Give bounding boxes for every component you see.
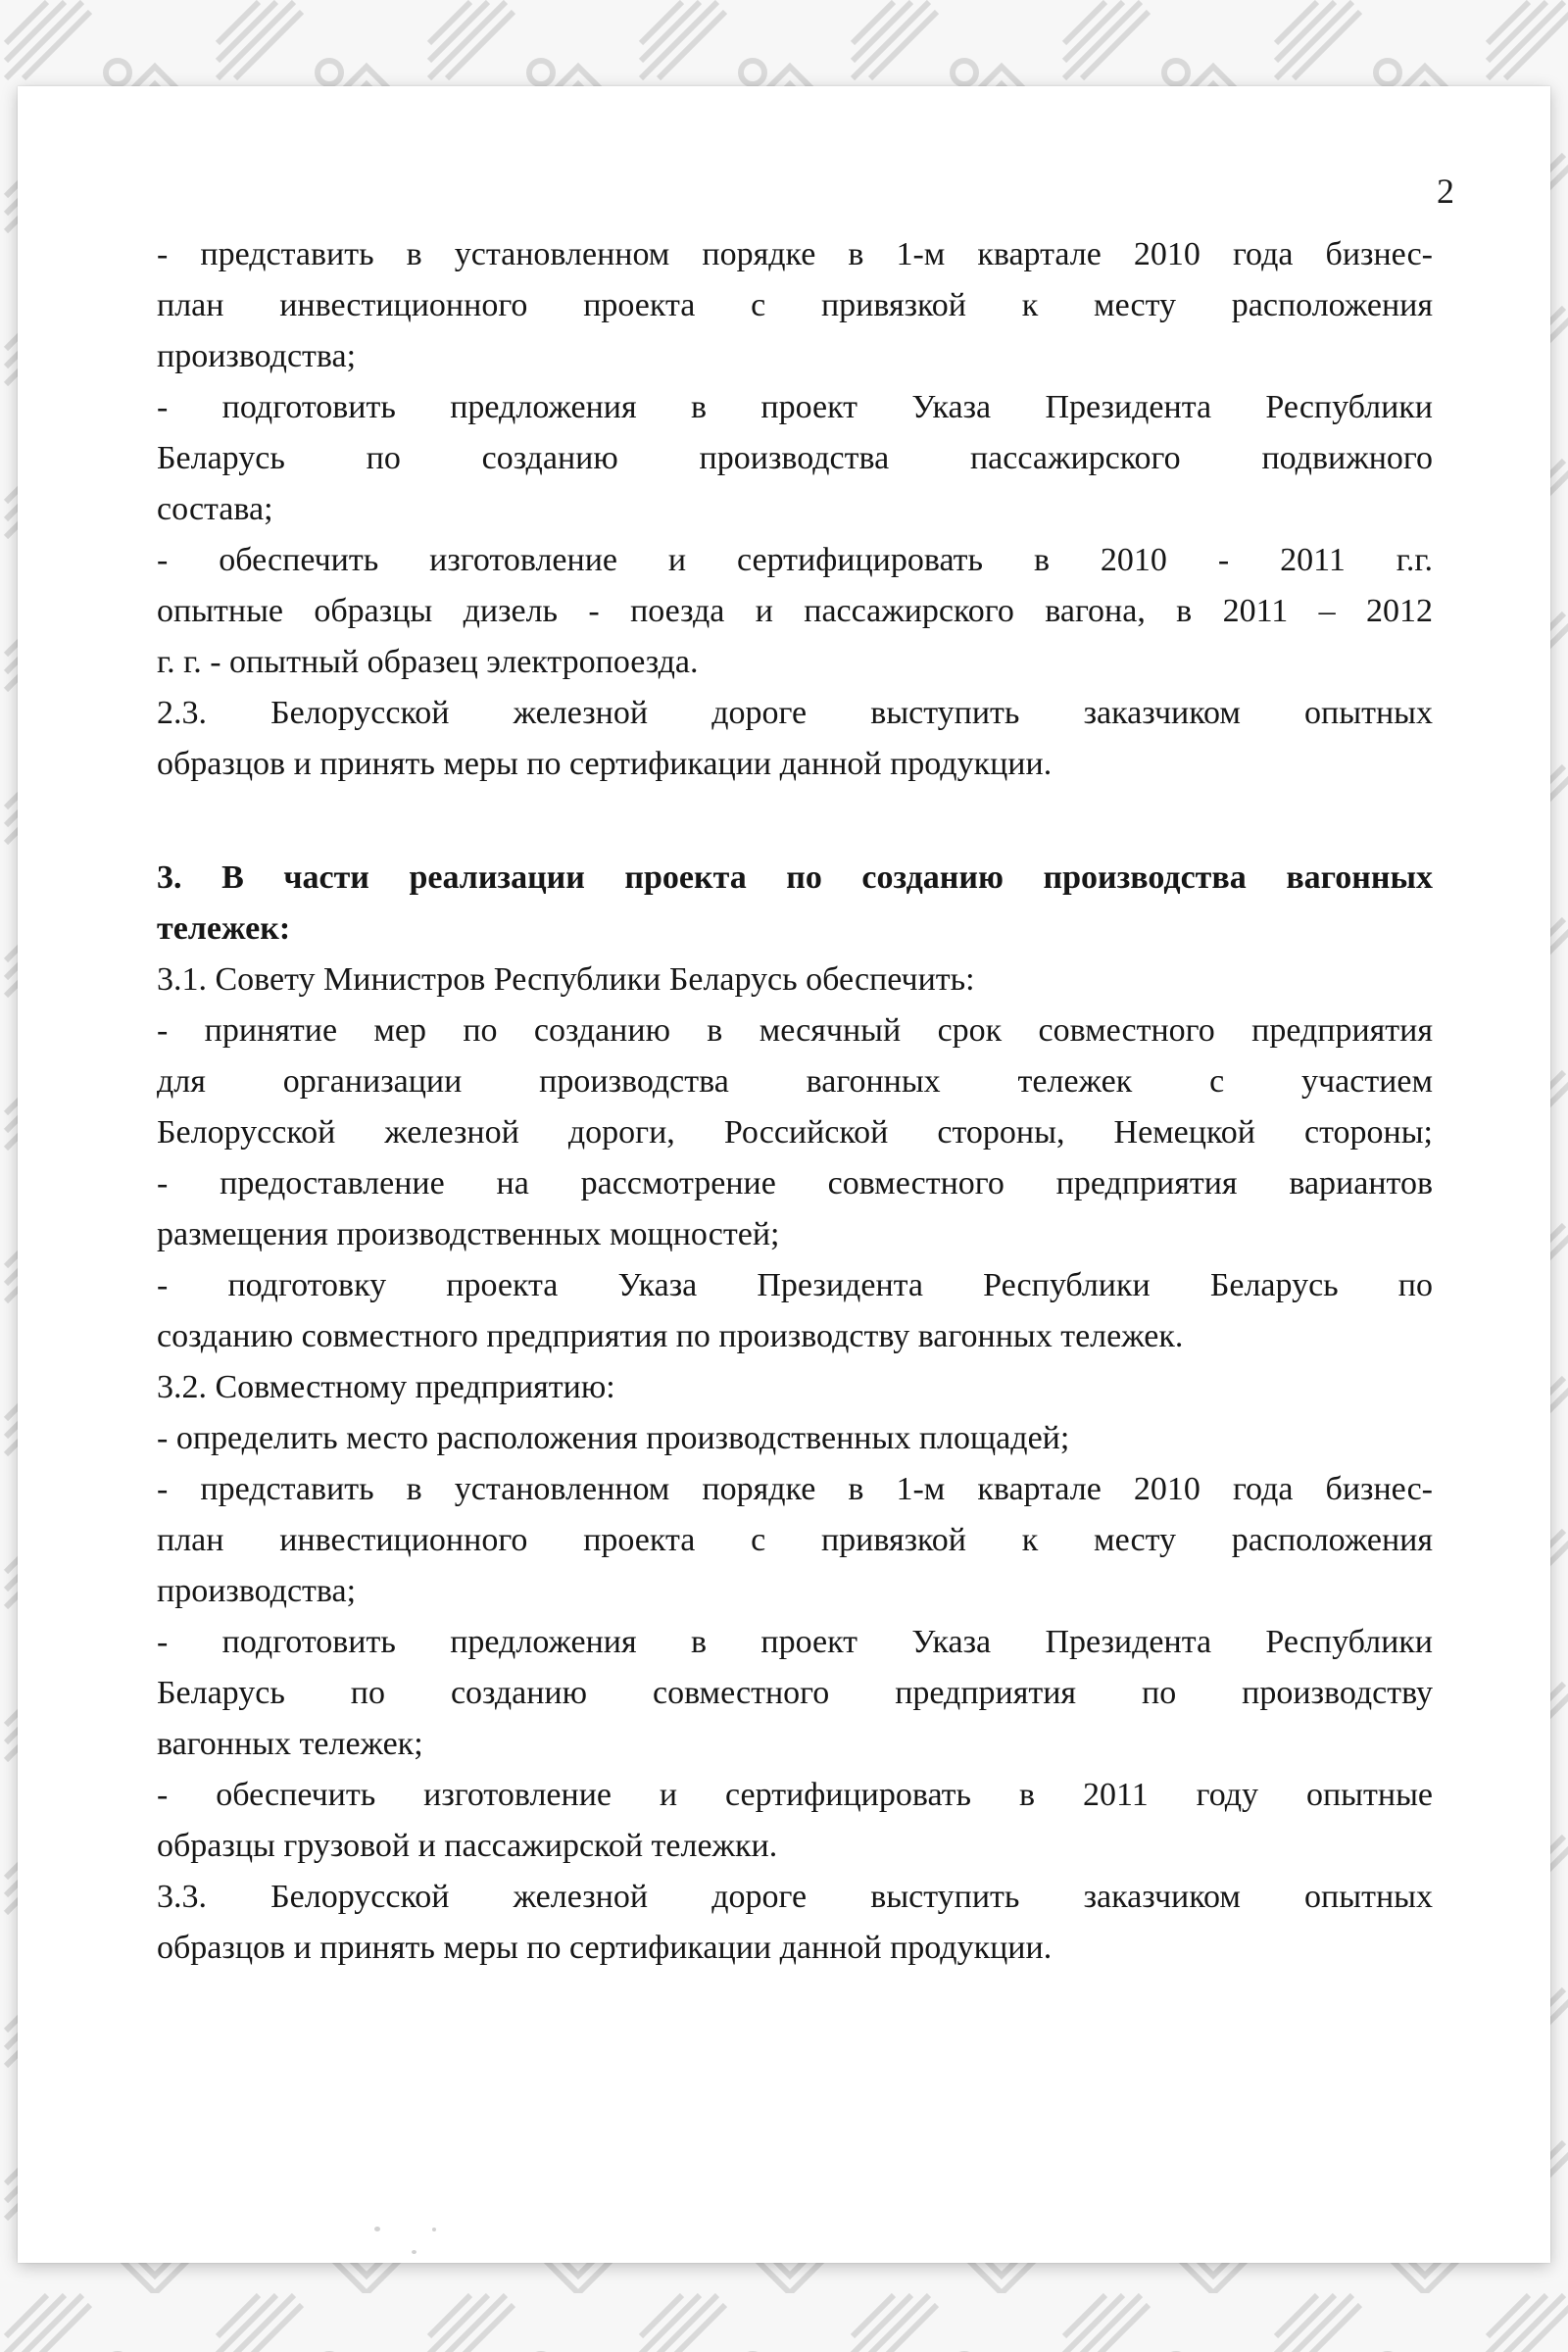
text-line: опытные образцы дизель - поезда и пассажирского вагона, в 2011 – 2012	[157, 593, 1433, 629]
text-line: 3. В части реализации проекта по созданию производства вагонных	[157, 859, 1433, 896]
text-line: производства;	[157, 338, 357, 374]
text-line: - подготовить предложения в проект Указа Президента Республики	[157, 1624, 1433, 1660]
text-line: - подготовку проекта Указа Президента Республики Беларусь по	[157, 1267, 1433, 1303]
text-line: - принятие мер по созданию в месячный срок совместного предприятия	[157, 1012, 1433, 1049]
text-line: Беларусь по созданию производства пассажирского подвижного	[157, 440, 1433, 476]
text-line: Белорусской железной дороги, Российской стороны, Немецкой стороны;	[157, 1114, 1433, 1151]
text-line: - представить в установленном порядке в 1-м квартале 2010 года бизнес-	[157, 1471, 1433, 1507]
text-line: 3.3. Белорусской железной дороге выступить заказчиком опытных	[157, 1879, 1433, 1915]
text-line: г. г. - опытный образец электропоезда.	[157, 644, 699, 680]
text-line: образцов и принять меры по сертификации данной продукции.	[157, 746, 1053, 782]
text-line: - представить в установленном порядке в 1-м квартале 2010 года бизнес-	[157, 236, 1433, 272]
text-line: - обеспечить изготовление и сертифицировать в 2010 - 2011 г.г.	[157, 542, 1433, 578]
text-line: Беларусь по созданию совместного предприятия по производству	[157, 1675, 1433, 1711]
text-line: 3.2. Совместному предприятию:	[157, 1369, 615, 1405]
text-line: - определить место расположения производственных площадей;	[157, 1420, 1070, 1456]
text-line: созданию совместного предприятия по производству вагонных тележек.	[157, 1318, 1184, 1354]
text-line: - подготовить предложения в проект Указа Президента Республики	[157, 389, 1433, 425]
text-line: размещения производственных мощностей;	[157, 1216, 780, 1252]
text-line: 2.3. Белорусской железной дороге выступить заказчиком опытных	[157, 695, 1433, 731]
text-line: тележек:	[157, 910, 291, 947]
text-line: образцы грузовой и пассажирской тележки.	[157, 1828, 778, 1864]
text-line: план инвестиционного проекта с привязкой к месту расположения	[157, 1522, 1433, 1558]
scan-speck	[432, 2228, 436, 2231]
text-line: - обеспечить изготовление и сертифицировать в 2011 году опытные	[157, 1777, 1433, 1813]
document-page	[18, 86, 1550, 2263]
text-line: производства;	[157, 1573, 357, 1609]
page-number: 2	[1437, 172, 1454, 211]
document-text	[157, 229, 1433, 1974]
scan-speck	[374, 2227, 380, 2231]
text-line: вагонных тележек;	[157, 1726, 423, 1762]
text-line: образцов и принять меры по сертификации данной продукции.	[157, 1930, 1053, 1966]
text-line: состава;	[157, 491, 273, 527]
text-line: - предоставление на рассмотрение совместного предприятия вариантов	[157, 1165, 1433, 1201]
text-line: для организации производства вагонных тележек с участием	[157, 1063, 1433, 1100]
text-line: план инвестиционного проекта с привязкой к месту расположения	[157, 287, 1433, 323]
scan-speck	[412, 2250, 416, 2254]
paragraph-spacer	[157, 790, 1433, 853]
text-line: 3.1. Совету Министров Республики Беларусь обеспечить:	[157, 961, 975, 998]
